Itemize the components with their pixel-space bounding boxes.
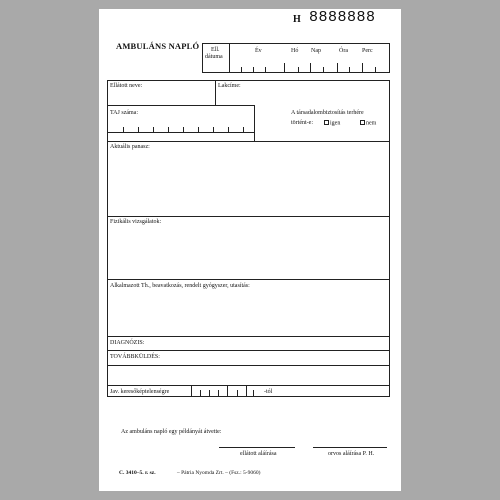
receipt-text: Az ambuláns napló egy példányát átvette:	[121, 429, 222, 435]
date-label-line2: dátuma	[205, 54, 223, 60]
date-col-month: Hó	[291, 48, 299, 54]
date-col-day: Nap	[311, 48, 321, 54]
diagnosis-label: DIAGNÓZIS:	[110, 340, 145, 346]
complaint-label: Aktuális panasz:	[110, 144, 150, 150]
date-label-line1: Ell.	[211, 47, 220, 53]
diagnosis-field[interactable]	[147, 338, 388, 349]
checkbox-icon	[324, 120, 329, 125]
incapacity-label: Jav. keresőképtelenségre	[110, 389, 170, 395]
physical-exam-label: Fizikális vizsgálatok:	[110, 219, 162, 225]
taj-number-field[interactable]	[107, 123, 254, 133]
serial-number: 8888888	[309, 9, 376, 26]
patient-name-field[interactable]	[110, 91, 212, 103]
date-col-year: Év	[255, 48, 262, 54]
printer-credit: – Pátria Nyomda Zrt. – (Fsz.: 5-9060)	[177, 470, 261, 476]
complaint-field[interactable]	[108, 151, 389, 215]
incapacity-suffix: -tól	[264, 389, 273, 395]
form-title: AMBULÁNS NAPLÓ	[116, 41, 200, 51]
insurance-yes-option[interactable]	[324, 120, 340, 127]
checkbox-icon	[360, 120, 365, 125]
form-code: C. 3410–5. r. sz.	[119, 470, 156, 476]
form-sheet	[99, 9, 401, 491]
patient-signature-caption: ellátott aláírása	[240, 451, 277, 457]
date-entry-field[interactable]	[229, 63, 390, 73]
patient-name-label: Ellátott neve:	[110, 83, 143, 89]
patient-signature-line[interactable]	[219, 447, 295, 448]
date-col-hour: Óra	[339, 48, 348, 54]
physical-exam-field[interactable]	[108, 226, 389, 278]
serial-prefix: H	[293, 14, 301, 25]
treatment-label: Alkalmazott Th., beavatkozás, rendelt gyógyszer, utasítás:	[110, 283, 250, 289]
insurance-yes-label: igen	[330, 120, 341, 127]
referral-label: TOVÁBBKÜLDÉS:	[110, 354, 160, 360]
insurance-question-line1: A társadalombiztosítás terhére	[291, 110, 364, 116]
insurance-no-option[interactable]	[360, 120, 376, 127]
treatment-field[interactable]	[108, 290, 389, 335]
insurance-no-label: nem	[366, 120, 377, 127]
insurance-question-line2: történt-e:	[291, 120, 313, 126]
taj-label: TAJ száma:	[110, 110, 139, 116]
doctor-signature-caption: orvos aláírása P. H.	[328, 451, 375, 457]
address-field[interactable]	[218, 91, 387, 103]
address-label: Lakcíme:	[218, 83, 241, 89]
date-col-minute: Perc	[362, 48, 373, 54]
referral-field[interactable]	[159, 352, 388, 363]
incapacity-date-field[interactable]	[191, 386, 261, 396]
doctor-signature-line[interactable]	[313, 447, 387, 448]
